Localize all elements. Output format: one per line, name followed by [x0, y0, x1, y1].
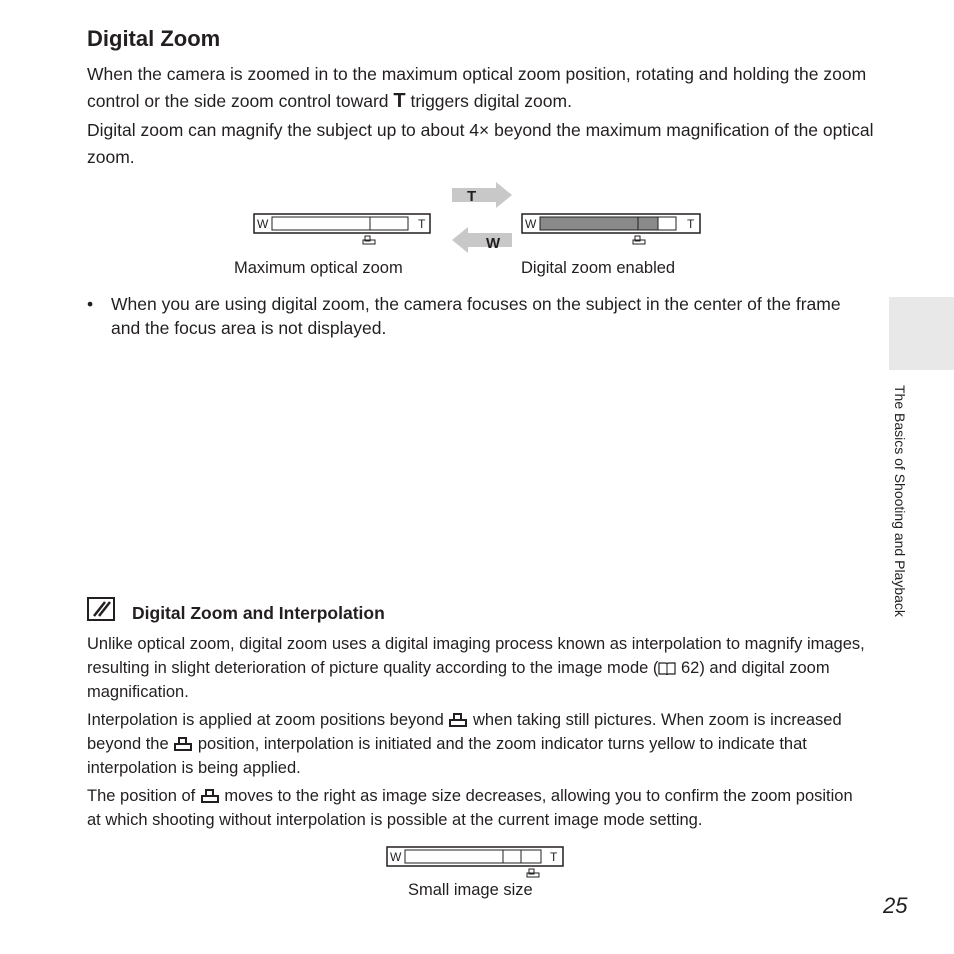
caption-digital-enabled: Digital zoom enabled — [521, 259, 676, 277]
arrow-w-label: W — [486, 235, 501, 252]
bar-t-label: T — [418, 217, 426, 231]
zoom-wide-arrow-icon — [452, 227, 512, 253]
note-paragraph-1 — [87, 632, 867, 704]
page-number: 25 — [883, 893, 908, 918]
caption-max-optical: Maximum optical zoom — [234, 259, 403, 277]
tele-symbol: T — [393, 90, 406, 112]
interpolation-marker-icon — [173, 736, 193, 752]
note-text: moves to the right as image size decreases, allowing you to confirm the zoom position at which shooting without interpolation is possible at the current image mode setting. — [87, 787, 853, 829]
interpolation-marker-icon — [363, 236, 375, 244]
note-title: Digital Zoom and Interpolation — [132, 603, 385, 623]
note-text: Unlike optical zoom, digital zoom uses a digital imaging process known as interpolation to magnify images, resulting in slight deterioration of picture quality according to the image mode ( — [87, 635, 865, 677]
arrow-t-label: T — [467, 188, 477, 205]
bullet-text: When you are using digital zoom, the camera focuses on the subject in the center of the frame and the focus area is not displayed. — [111, 294, 841, 338]
section-tab — [889, 297, 954, 370]
note-paragraph-3 — [87, 784, 867, 832]
page-ref: 62 — [676, 659, 700, 677]
note-text: when taking still pictures. When zoom is increased beyond the — [87, 711, 842, 753]
interpolation-marker-icon — [448, 712, 468, 728]
intro-text-b: triggers digital zoom. — [405, 91, 572, 111]
note-pencil-icon — [87, 597, 115, 621]
zoom-bar-max-optical — [254, 214, 430, 244]
note-text: ) and digital zoom magnification. — [87, 659, 830, 701]
intro-paragraph — [87, 61, 877, 115]
interpolation-marker-icon — [633, 236, 645, 244]
zoom-tele-arrow-icon — [452, 182, 512, 208]
zoom-diagram — [250, 182, 710, 256]
note-text: The position of — [87, 787, 200, 805]
bar-w-label: W — [390, 850, 402, 864]
intro-text-a: When the camera is zoomed in to the maximum optical zoom position, rotating and holding the zoom control or the side zoom control toward — [87, 64, 867, 111]
bar-t-label: T — [550, 850, 558, 864]
section-heading: Digital Zoom — [87, 26, 221, 51]
zoom-bar-digital-enabled — [522, 214, 700, 244]
caption-small-image: Small image size — [408, 881, 533, 899]
interpolation-marker-icon — [527, 869, 539, 877]
note-text: position, interpolation is initiated and the zoom indicator turns yellow to indicate that interpolation is being applied. — [87, 735, 807, 777]
bullet-dot-icon: • — [87, 294, 94, 314]
note-paragraph-2 — [87, 708, 867, 780]
bar-w-label: W — [257, 217, 269, 231]
bar-w-label: W — [525, 217, 537, 231]
bar-t-label: T — [687, 217, 695, 231]
zoom-bar-small-image — [385, 845, 567, 881]
bullet-item — [87, 292, 862, 340]
magnification-paragraph: Digital zoom can magnify the subject up to about 4× beyond the maximum magnification of the optical zoom. — [87, 120, 874, 167]
section-tab-label: The Basics of Shooting and Playback — [892, 385, 908, 617]
interpolation-marker-icon — [200, 788, 220, 804]
note-text: Interpolation is applied at zoom positions beyond — [87, 711, 449, 729]
book-reference-icon — [658, 661, 676, 675]
